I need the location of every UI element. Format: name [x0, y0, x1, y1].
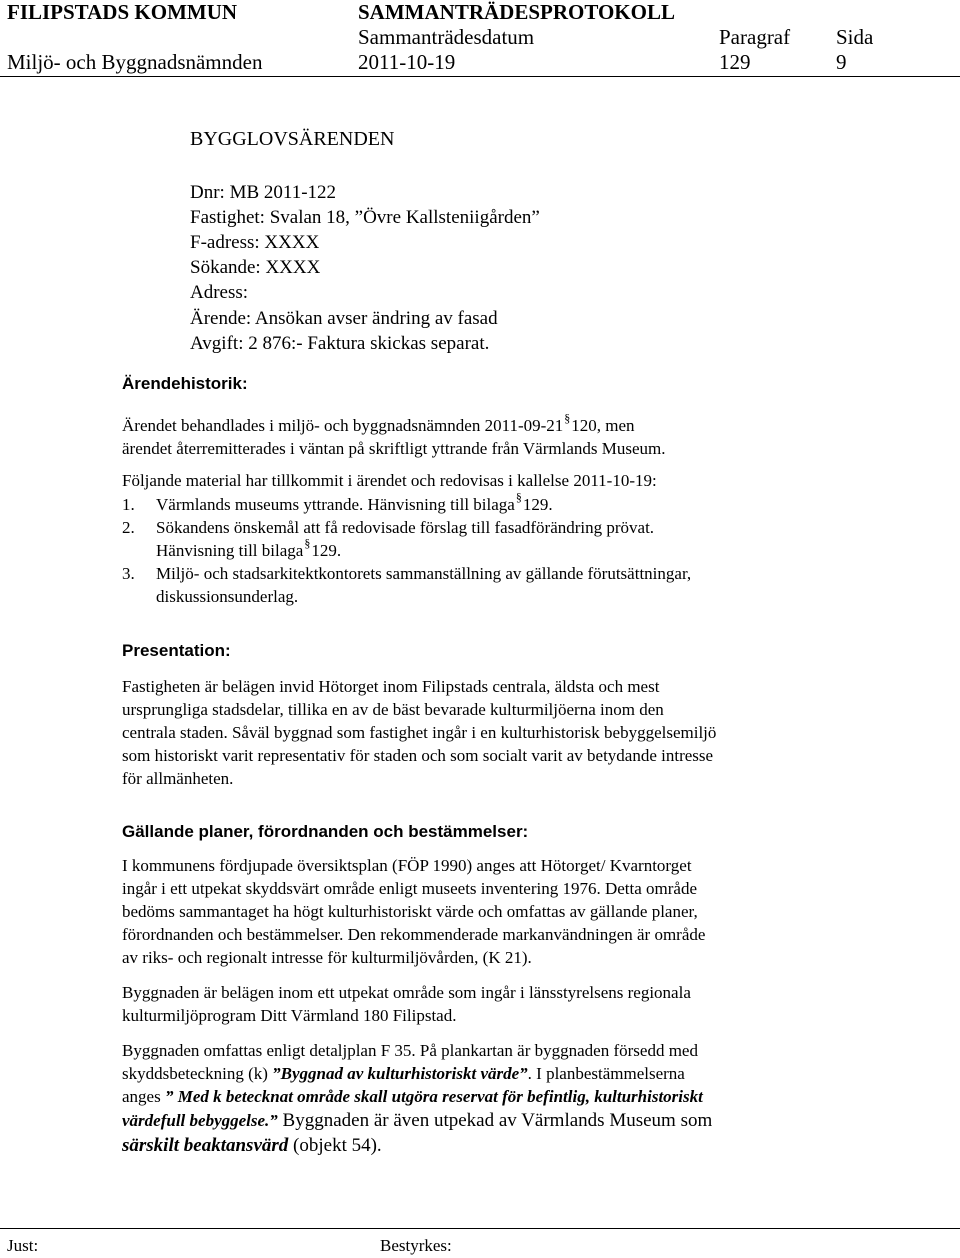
plans-line: kulturmiljöprogram Ditt Värmland 180 Filipstad. — [122, 1006, 457, 1025]
presentation-line: Fastigheten är belägen invid Hötorget inom Filipstads centrala, äldsta och mest — [122, 677, 660, 696]
quote-emphasis: värdefull bebyggelse.” — [122, 1111, 278, 1130]
presentation-line: ursprungliga stadsdelar, tillika en av de bäst bevarade kulturmiljöerna inom den — [122, 700, 664, 719]
plans-line: förordnanden och bestämmelser. Den rekommenderade markanvändningen är område — [122, 925, 706, 944]
column-label-paragraph: Paragraf — [719, 25, 791, 49]
list-item: Sökandens önskemål att få redovisade förslag till fasadförändring prövat. — [156, 518, 655, 537]
list-item: Hänvisning till bilaga§129. — [156, 536, 342, 560]
footer-certification-label: Bestyrkes: — [380, 1236, 452, 1255]
section-heading: BYGGLOVSÄRENDEN — [190, 128, 395, 150]
list-item-number: 2. — [122, 518, 135, 537]
board-name: Miljö- och Byggnadsnämnden — [7, 50, 263, 74]
plans-line: skyddsbeteckning (k) ”Byggnad av kulturhistoriskt värde”. I planbestämmelserna — [122, 1064, 685, 1083]
plans-line: ingår i ett utpekat skyddsvärt område enligt museets inventering 1976. Detta område — [122, 879, 698, 898]
footer-divider — [0, 1228, 960, 1229]
plans-line: I kommunens fördjupade översiktsplan (FÖP 1990) anges att Hötorget/ Kvarntorget — [122, 856, 692, 875]
plans-heading: Gällande planer, förordnanden och bestämmelser: — [122, 822, 529, 841]
column-label-date: Sammanträdesdatum — [358, 25, 535, 49]
case-property: Fastighet: Svalan 18, ”Övre Kallsteniigården” — [190, 207, 540, 228]
paragraph-symbol: § — [515, 490, 522, 504]
quote-emphasis: ”Byggnad av kulturhistoriskt värde” — [272, 1064, 528, 1083]
plans-line: av riks- och regionalt intresse för kulturmiljövården, (K 21). — [122, 948, 532, 967]
plans-line: värdefull bebyggelse.” Byggnaden är även utpekad av Värmlands Museum som — [122, 1110, 713, 1131]
paragraph-number: 129 — [719, 50, 751, 74]
presentation-line: för allmänheten. — [122, 769, 234, 788]
presentation-line: centrala staden. Såväl byggnad som fastighet ingår i en kulturhistorisk bebyggelsemiljö — [122, 723, 717, 742]
list-item: diskussionsunderlag. — [156, 587, 299, 606]
history-paragraph-line: Ärendet behandlades i miljö- och byggnadsnämnden 2011-09-21§120, men — [122, 411, 635, 435]
plans-line: Byggnaden är belägen inom ett utpekat område som ingår i länsstyrelsens regionala — [122, 983, 691, 1002]
meeting-date: 2011-10-19 — [358, 50, 456, 74]
presentation-heading: Presentation: — [122, 641, 231, 660]
history-material-intro: Följande material har tillkommit i ärendet och redovisas i kallelse 2011-10-19: — [122, 471, 657, 490]
quote-emphasis: särskilt beaktansvärd — [122, 1135, 289, 1156]
case-matter: Ärende: Ansökan avser ändring av fasad — [190, 308, 498, 329]
list-item: Värmlands museums yttrande. Hänvisning till bilaga§129. — [156, 490, 553, 514]
plans-line: anges ” Med k betecknat område skall utgöra reservat för befintlig, kulturhistoriskt — [122, 1087, 703, 1106]
paragraph-symbol: § — [304, 536, 311, 550]
document-type: SAMMANTRÄDESPROTOKOLL — [358, 0, 675, 24]
plans-line: Byggnaden omfattas enligt detaljplan F 35. På plankartan är byggnaden försedd med — [122, 1041, 698, 1060]
paragraph-symbol: § — [564, 411, 571, 425]
plans-line: bedöms sammantaget ha högt kulturhistoriskt värde och omfattas av gällande planer, — [122, 902, 698, 921]
case-address: Adress: — [190, 282, 249, 303]
list-item: Miljö- och stadsarkitektkontorets sammanställning av gällande förutsättningar, — [156, 564, 692, 583]
page-number: 9 — [836, 50, 847, 74]
case-fee: Avgift: 2 876:- Faktura skickas separat. — [190, 333, 490, 354]
header-divider — [0, 76, 960, 77]
column-label-page: Sida — [836, 25, 874, 49]
history-paragraph-line: ärendet återremitterades i väntan på skriftligt yttrande från Värmlands Museum. — [122, 439, 666, 458]
presentation-line: som historiskt varit representativ för staden och som socialt varit av betydande intresse — [122, 746, 714, 765]
history-heading: Ärendehistorik: — [122, 374, 248, 393]
quote-emphasis: ” Med k betecknat område skall utgöra reservat för befintlig, kulturhistoriskt — [164, 1087, 703, 1106]
footer-justification-label: Just: — [7, 1236, 39, 1255]
case-applicant: Sökande: XXXX — [190, 257, 321, 278]
list-item-number: 3. — [122, 564, 135, 583]
list-item-number: 1. — [122, 495, 135, 514]
org-name: FILIPSTADS KOMMUN — [7, 0, 238, 24]
case-dnr: Dnr: MB 2011-122 — [190, 182, 337, 203]
plans-line: särskilt beaktansvärd (objekt 54). — [122, 1135, 382, 1156]
case-f-address: F-adress: XXXX — [190, 232, 320, 253]
